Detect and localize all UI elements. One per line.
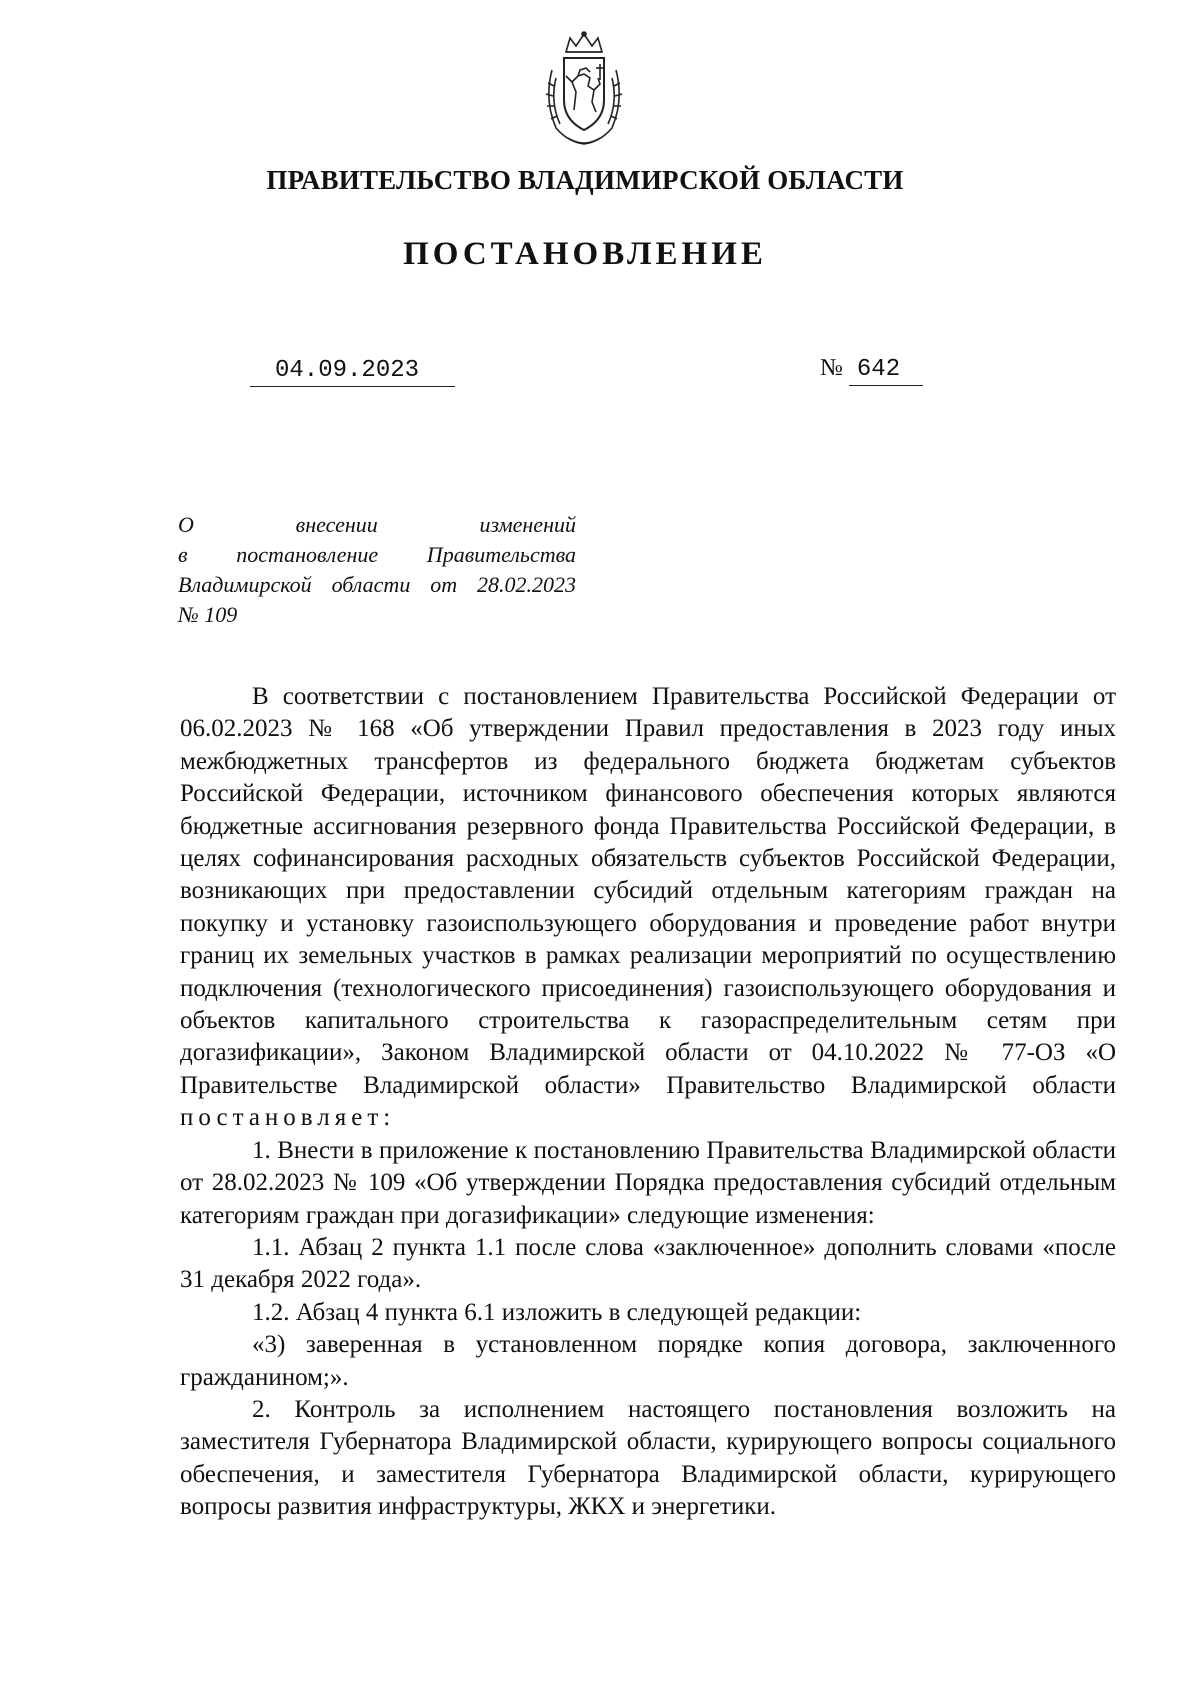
document-subject: [178, 510, 576, 630]
paragraph-1-1: 1.1. Абзац 2 пункта 1.1 после слова «заключенное» дополнить словами «после 31 декабря 2022 года».: [180, 1233, 1116, 1294]
document-body: [180, 681, 1116, 1524]
subject-line: № 109: [178, 602, 238, 627]
paragraph-1: 1. Внести в приложение к постановлению Правительства Владимирской области от 28.02.2023 № 109 «Об утверждении Порядка предоставления субсидий отдельным категориям граждан при догазификации» следующие изменения:: [180, 1136, 1116, 1229]
coat-of-arms-icon: [534, 30, 634, 150]
subject-line: в постановление Правительства: [178, 542, 576, 567]
paragraph-1-2: 1.2. Абзац 4 пункта 6.1 изложить в следующей редакции:: [252, 1298, 862, 1326]
paragraph-2: 2. Контроль за исполнением настоящего постановления возложить на заместителя Губернатора Владимирской области, курирующего вопросы социального обеспечения, и заместителя Губернатора Владимирской области, курирующего вопросы развития инфраструктуры, ЖКХ и энергетики.: [180, 1395, 1116, 1521]
preamble-text: В соответствии с постановлением Правительства Российской Федерации от 06.02.2023 № 168 «Об утверждении Правил предоставления в 2023 году иных межбюджетных трансфертов из федерального бюджета бюджетам субъектов Российской Федерации, источником финансового обеспечения которых являются бюджетные ассигнования резервного фонда Правительства Российской Федерации, в целях софинансирования расходных обязательств субъектов Российской Федерации, возникающих при предоставлении субсидий отдельным категориям граждан на покупку и установку газоиспользующего оборудования и проведение работ внутри границ их земельных участков в рамках реализации мероприятий по осуществлению подключения (технологического присоединения) газоиспользующего оборудования и объектов капитального строительства к газораспределительным сетям при догазификации», Законом Владимирской области от 04.10.2022 № 77-ОЗ «О Правительстве Владимирской области» Правительство Владимирской области: [180, 683, 1116, 1099]
document-type-title: ПОСТАНОВЛЕНИЕ: [403, 236, 767, 272]
number-sign: №: [820, 355, 843, 381]
subject-line: О внесении изменений: [178, 512, 576, 537]
document-number-field: [820, 355, 923, 386]
document-number: 642: [849, 356, 923, 386]
subject-line: Владимирской области от 28.02.2023: [178, 572, 576, 597]
preamble-paragraph: [180, 681, 1116, 1135]
decree-word: постановляет:: [180, 1104, 396, 1132]
paragraph-1-2-quote: «3) заверенная в установленном порядке копия договора, заключенного гражданином;».: [180, 1331, 1116, 1391]
government-title: ПРАВИТЕЛЬСТВО ВЛАДИМИРСКОЙ ОБЛАСТИ: [266, 165, 904, 195]
document-date: 04.09.2023: [250, 357, 455, 387]
